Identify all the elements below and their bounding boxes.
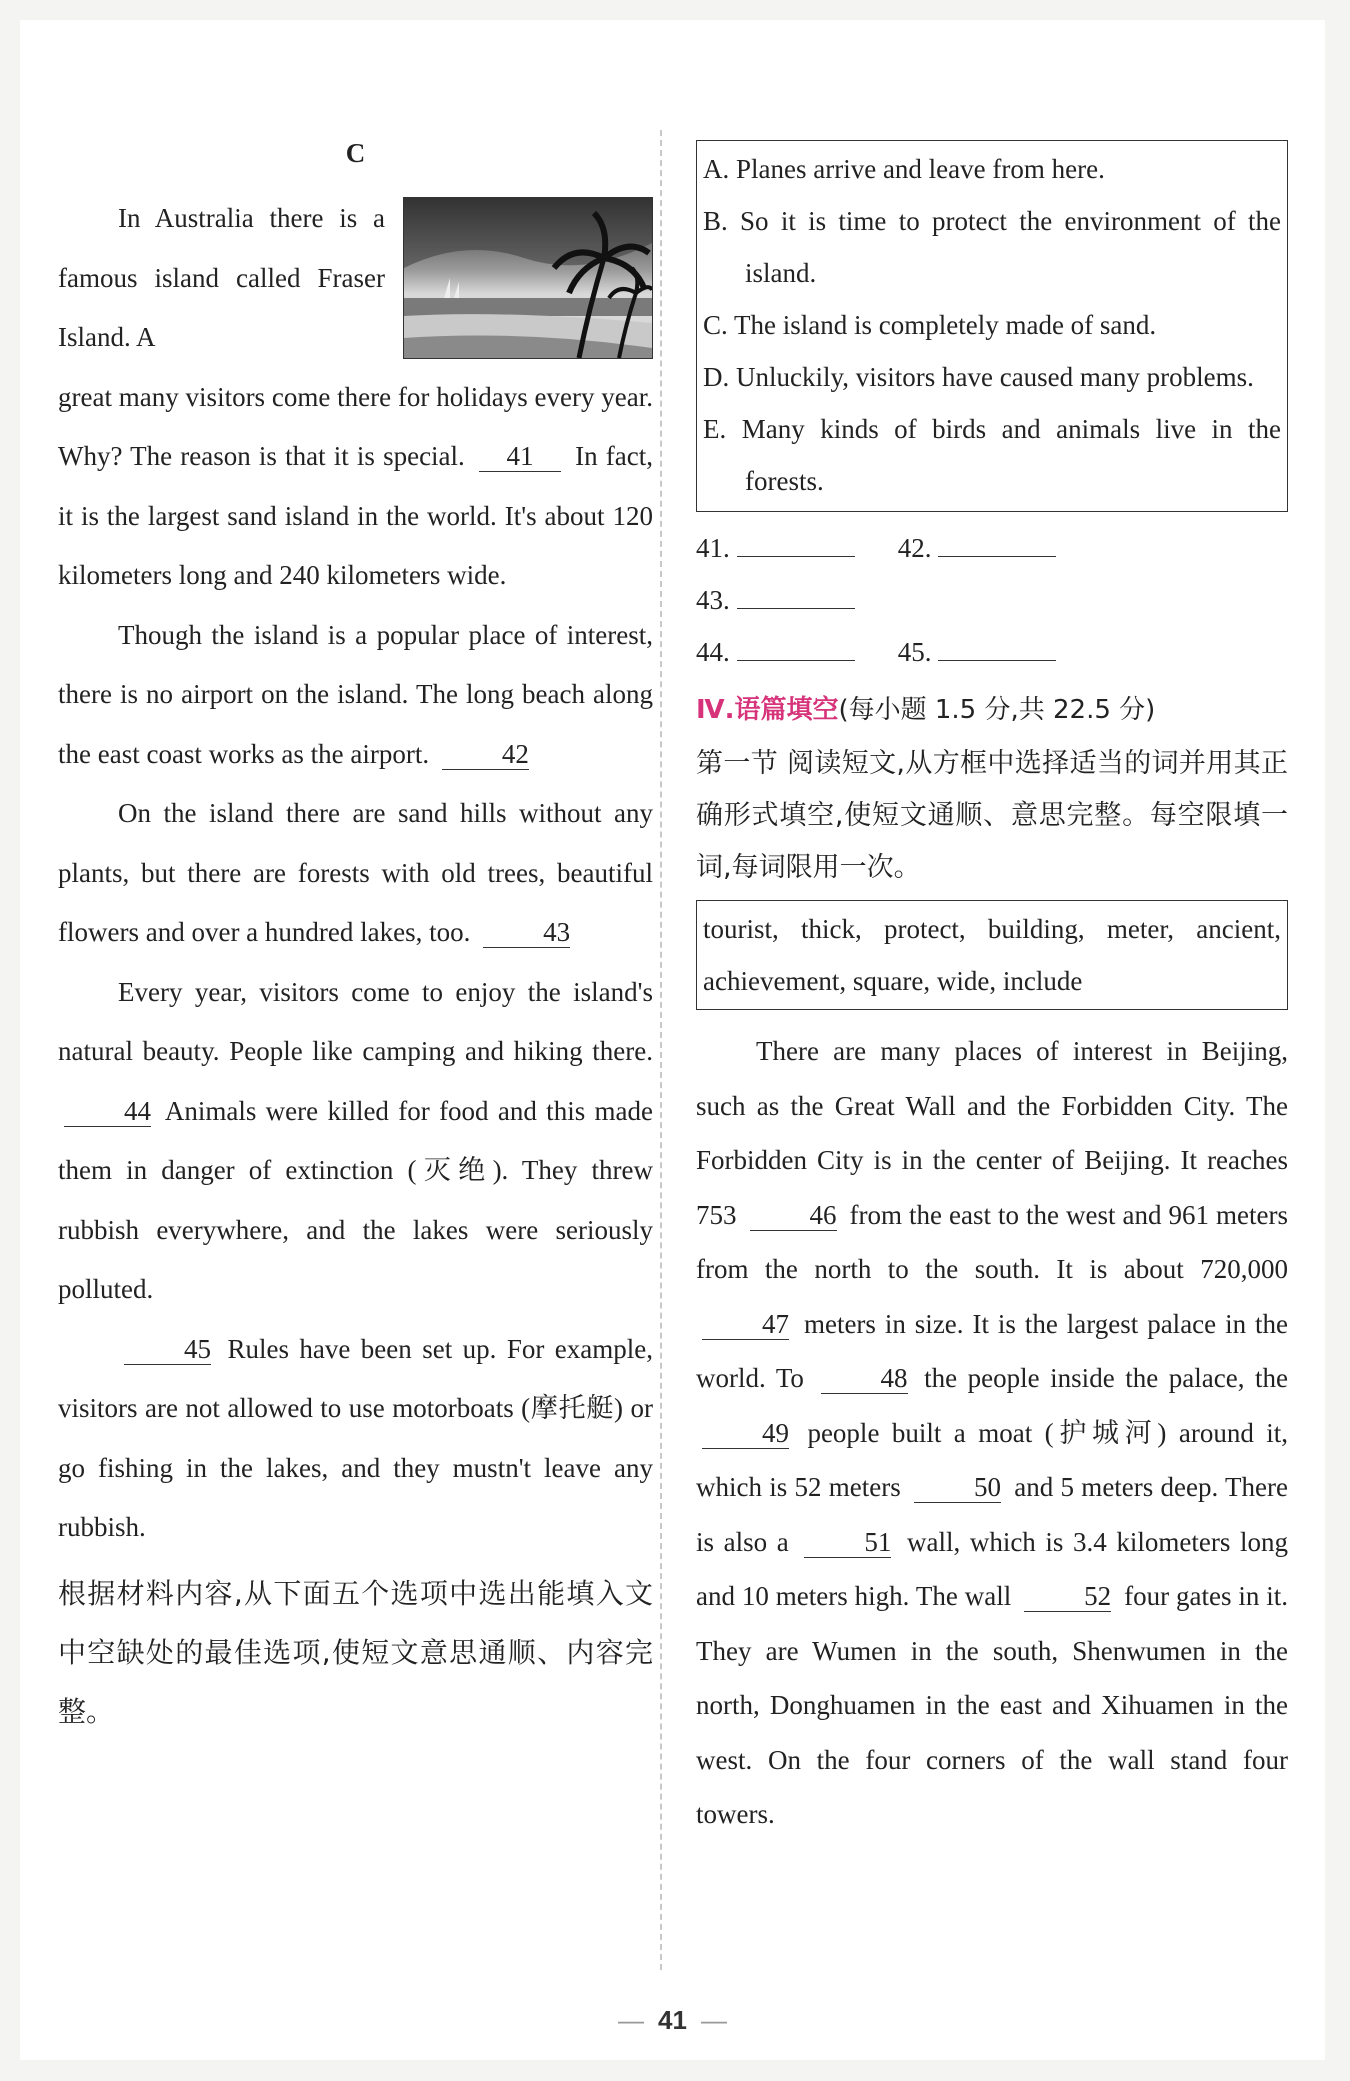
blank-49: 49 bbox=[702, 1418, 789, 1449]
instruction-cn: 根据材料内容,从下面五个选项中选出能填入文中空缺处的最佳选项,使短文意思通顺、内容完整。 bbox=[58, 1576, 653, 1728]
blank-46: 46 bbox=[750, 1200, 837, 1231]
blank-42: 42 bbox=[442, 739, 529, 770]
answer-45: 45. bbox=[898, 626, 1093, 678]
section-score: (每小题 1.5 分,共 22.5 分) bbox=[838, 695, 1156, 725]
section-letter: C bbox=[345, 138, 366, 168]
intro-block bbox=[58, 189, 653, 368]
option-e: E. Many kinds of birds and animals live in the forests. bbox=[703, 414, 1281, 496]
passage: There are many places of interest in Beijing, such as the Great Wall and the Forbidden City. The Forbidden City is in the center of Beijing. It reaches 753 46 from the east to the west and 961 meters from the north to the south. It is about 720,000 47 meters in size. It is the largest palace in the world. To 48 the people inside the palace, the 49 people built a moat (护城河) around it, which is 52 meters 50 and 5 meters deep. There is also a 51 wall, which is 3.4 kilometers long and 10 meters high. The wall 52 four gates in it. They are Wumen in the south, Shenwumen in the north, Donghuamen in the east and Xihuamen in the west. On the four corners of the wall stand four towers. bbox=[696, 1036, 1289, 1829]
answer-43: 43. bbox=[696, 574, 891, 626]
section-title: 语篇填空 bbox=[734, 695, 839, 725]
right-column bbox=[696, 138, 1288, 1842]
option-c: C. The island is completely made of sand. bbox=[703, 310, 1157, 340]
blank-50: 50 bbox=[914, 1472, 1001, 1503]
paragraph-1: great many visitors come there for holidays every year. Why? The reason is that it is special. 41 In fact, it is the largest sand island in the world. It's about 120 kilometers long and 240 kilometers wide. bbox=[58, 381, 654, 590]
blank-48: 48 bbox=[821, 1363, 908, 1394]
word-box: tourist, thick, protect, building, meter, ancient, achievement, square, wide, include bbox=[696, 900, 1288, 1010]
blank-47: 47 bbox=[702, 1309, 789, 1340]
blank-51: 51 bbox=[804, 1527, 891, 1558]
blank-52: 52 bbox=[1024, 1581, 1111, 1612]
blank-41: 41 bbox=[479, 441, 561, 472]
paragraph-2: Though the island is a popular place of interest, there is no airport on the island. The long beach along the east coast works as the airport. 42 bbox=[58, 619, 653, 769]
answer-lines bbox=[696, 522, 1288, 678]
blank-43: 43 bbox=[483, 917, 570, 948]
page-number: — 41 — bbox=[618, 2005, 727, 2035]
options-box bbox=[696, 140, 1288, 512]
option-b: B. So it is time to protect the environment of the island. bbox=[703, 206, 1281, 288]
paragraph-5: 45 Rules have been set up. For example, visitors are not allowed to use motorboats (摩托艇) or go fishing in the lakes, and they mustn't leave any rubbish. bbox=[58, 1333, 653, 1542]
column-divider bbox=[660, 130, 663, 1970]
paragraph-4: Every year, visitors come to enjoy the island's natural beauty. People like camping and hiking there. 44 Animals were killed for food and this made them in danger of extinction (灭绝). They threw rubbish everywhere, and the lakes were seriously polluted. bbox=[58, 976, 653, 1304]
textbook-page bbox=[20, 20, 1325, 2060]
section-roman: Ⅳ. bbox=[696, 695, 735, 725]
option-d: D. Unluckily, visitors have caused many problems. bbox=[703, 362, 1254, 392]
answer-41: 41. bbox=[696, 522, 891, 574]
blank-44: 44 bbox=[64, 1096, 151, 1127]
left-column bbox=[58, 138, 653, 1741]
part-instruction: 第一节 阅读短文,从方框中选择适当的词并用其正确形式填空,使短文通顺、意思完整。每空限填一词,每词限用一次。 bbox=[696, 748, 1288, 883]
beach-photo bbox=[403, 197, 653, 359]
answer-44: 44. bbox=[696, 626, 891, 678]
section-heading bbox=[696, 682, 1288, 738]
intro-paragraph: In Australia there is a famous island called Fraser Island. A bbox=[58, 203, 385, 352]
answer-42: 42. bbox=[898, 522, 1093, 574]
blank-45: 45 bbox=[124, 1334, 211, 1365]
paragraph-3: On the island there are sand hills without any plants, but there are forests with old trees, beautiful flowers and over a hundred lakes, too. 43 bbox=[58, 798, 653, 947]
intro-text bbox=[58, 189, 385, 368]
option-a: A. Planes arrive and leave from here. bbox=[703, 154, 1105, 184]
